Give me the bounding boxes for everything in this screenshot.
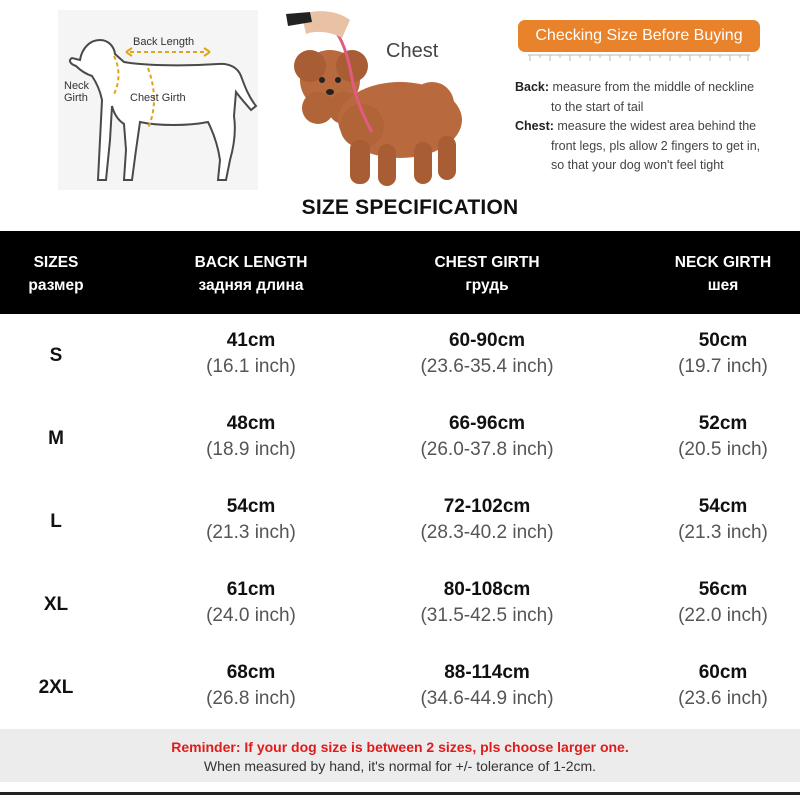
back-note-text-2: to the start of tail: [551, 99, 644, 114]
table-row: [0, 563, 800, 646]
back-length-inch: (24.0 inch): [206, 605, 296, 626]
chest-girth-cm: 66-96cm: [448, 413, 526, 434]
header-neck-girth: [623, 251, 800, 297]
header-back-length: [151, 251, 351, 297]
neck-girth-cm: 56cm: [698, 579, 748, 600]
header-chest-en: CHEST GIRTH: [434, 254, 540, 271]
measuring-notes: [515, 78, 797, 176]
header-chest-girth: [387, 251, 587, 297]
neck-girth-cell: [623, 411, 800, 463]
table-row: [0, 646, 800, 729]
chest-girth-cell: [387, 494, 587, 546]
back-length-cell: [151, 577, 351, 629]
chest-girth-inch: (28.3-40.2 inch): [420, 522, 554, 543]
chest-girth-inch: (31.5-42.5 inch): [420, 605, 554, 626]
header-back-ru: задняя длина: [198, 277, 304, 294]
page-title: SIZE SPECIFICATION: [301, 196, 519, 219]
chest-photo-label: Chest: [386, 40, 439, 62]
chest-girth-cm: 88-114cm: [444, 662, 530, 683]
bottom-divider: [0, 792, 800, 795]
chest-girth-cell: [387, 577, 587, 629]
back-length-cell: [151, 328, 351, 380]
size-label: S: [49, 345, 63, 366]
neck-girth-inch: (23.6 inch): [678, 688, 768, 709]
back-note-text-1: measure from the middle of neckline: [552, 80, 755, 94]
header-sizes: [0, 251, 112, 297]
back-length-cm: 41cm: [226, 330, 276, 351]
back-length-cm: 48cm: [226, 413, 276, 434]
chest-girth-inch: (26.0-37.8 inch): [420, 439, 554, 460]
back-length-inch: (21.3 inch): [206, 522, 296, 543]
back-length-cm: 54cm: [226, 496, 276, 517]
ruler-icon: [528, 54, 750, 62]
chest-girth-inch: (34.6-44.9 inch): [420, 688, 554, 709]
chest-girth-cell: [387, 411, 587, 463]
size-label: L: [50, 511, 62, 532]
neck-girth-inch: (22.0 inch): [678, 605, 768, 626]
chest-note-text-2: front legs, pls allow 2 fingers to get in,: [551, 138, 761, 153]
neck-girth-inch: (21.3 inch): [678, 522, 768, 543]
chest-note-text-3: so that your dog won't feel tight: [551, 158, 724, 172]
header-sizes-ru: размер: [28, 277, 84, 294]
table-row: [0, 480, 800, 563]
neck-girth-label: Neck Girth: [64, 80, 90, 104]
back-length-cell: [151, 494, 351, 546]
neck-girth-cell: [623, 577, 800, 629]
chest-girth-cell: [387, 328, 587, 380]
back-length-label: Back Length: [133, 36, 195, 48]
header-neck-ru: шея: [707, 277, 739, 294]
neck-girth-cell: [623, 328, 800, 380]
tolerance-text: When measured by hand, it's normal for +/- tolerance of 1-2cm.: [203, 758, 597, 774]
table-row: [0, 314, 800, 397]
reminder-text: Reminder: If your dog size is between 2 sizes, pls choose larger one.: [171, 739, 629, 755]
back-length-cell: [151, 411, 351, 463]
chest-note-key: Chest:: [515, 119, 554, 133]
back-length-cell: [151, 660, 351, 712]
chest-girth-cm: 60-90cm: [448, 330, 526, 351]
back-length-inch: (26.8 inch): [206, 688, 296, 709]
back-length-inch: (18.9 inch): [206, 439, 296, 460]
header-chest-ru: грудь: [465, 277, 509, 294]
size-label: M: [48, 428, 64, 449]
chest-note-text-1: measure the widest area behind the: [557, 119, 757, 133]
chest-girth-inch: (23.6-35.4 inch): [420, 356, 554, 377]
chest-girth-label: Chest Girth: [130, 92, 186, 104]
size-label: 2XL: [38, 677, 74, 698]
back-length-cm: 61cm: [226, 579, 276, 600]
neck-girth-cm: 54cm: [698, 496, 748, 517]
checking-size-banner: Checking Size Before Buying: [518, 20, 760, 52]
header-back-en: BACK LENGTH: [194, 254, 308, 271]
neck-girth-cell: [623, 660, 800, 712]
dog-measurement-diagram: [58, 10, 258, 190]
header-sizes-en: SIZES: [33, 254, 79, 271]
neck-girth-cm: 52cm: [698, 413, 748, 434]
chest-girth-cm: 80-108cm: [443, 579, 531, 600]
back-note-line-1: [515, 78, 797, 98]
chest-note-line-1: [515, 117, 797, 137]
table-row: [0, 397, 800, 480]
size-label: XL: [43, 594, 69, 615]
measurement-guide: [0, 0, 800, 195]
neck-girth-cell: [623, 494, 800, 546]
neck-girth-cm: 50cm: [698, 330, 748, 351]
chest-girth-cell: [387, 660, 587, 712]
size-table-header: [0, 231, 800, 314]
header-neck-en: NECK GIRTH: [674, 254, 772, 271]
neck-girth-cm: 60cm: [698, 662, 748, 683]
back-length-cm: 68cm: [226, 662, 276, 683]
chest-girth-cm: 72-102cm: [443, 496, 531, 517]
poodle-photo: [282, 8, 472, 193]
neck-girth-inch: (19.7 inch): [678, 356, 768, 377]
back-length-inch: (16.1 inch): [206, 356, 296, 377]
reminder-footer: [0, 729, 800, 782]
back-note-key: Back:: [515, 80, 550, 94]
neck-girth-inch: (20.5 inch): [678, 439, 768, 460]
